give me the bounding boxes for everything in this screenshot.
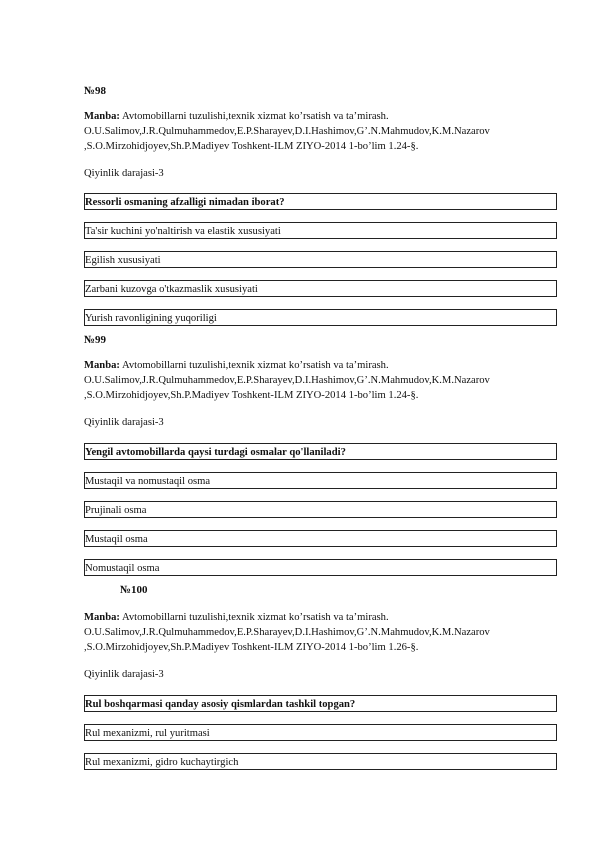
answer-row [85, 560, 557, 576]
source-line-2: O.U.Salimov,J.R.Qulmuhammedov,E.P.Sharayev,D.I.Hashimov,G’.N.Mahmudov,K.M.Nazarov [84, 126, 490, 137]
answer-option: Egilish xususiyati [85, 252, 557, 268]
source-block [84, 358, 556, 403]
answer-option: Zarbani kuzovga o'tkazmaslik xususiyati [85, 281, 557, 297]
answer-row [85, 252, 557, 268]
source-block [84, 610, 556, 655]
answer-row [85, 754, 557, 770]
source-line-1: Avtomobillarni tuzulishi,texnik xizmat ko’rsatish va ta’mirash. [119, 360, 389, 371]
answer-row [85, 281, 557, 297]
answer-row [85, 223, 557, 239]
source-label: Manba: [84, 612, 120, 623]
source-line-2: O.U.Salimov,J.R.Qulmuhammedov,E.P.Sharayev,D.I.Hashimov,G’.N.Mahmudov,K.M.Nazarov [84, 627, 490, 638]
source-label: Manba: [84, 360, 120, 371]
question-table [84, 193, 557, 326]
source-text [84, 610, 556, 625]
question-text: Ressorli osmaning afzalligi nimadan iborat? [85, 194, 557, 210]
question-row [85, 194, 557, 210]
source-block [84, 109, 556, 154]
question-row [85, 444, 557, 460]
answer-row [85, 473, 557, 489]
answer-option: Rul mexanizmi, gidro kuchaytirgich [85, 754, 557, 770]
source-line-1: Avtomobillarni tuzulishi,texnik xizmat ko’rsatish va ta’mirash. [119, 111, 389, 122]
question-number: №100 [120, 584, 148, 596]
source-label: Manba: [84, 111, 120, 122]
source-line-3: ,S.O.Mirzohidjoyev,Sh.P.Madiyev Toshkent-ILM ZIYO-2014 1-bo’lim 1.24-§. [84, 390, 419, 401]
question-text: Rul boshqarmasi qanday asosiy qismlardan tashkil topgan? [85, 696, 557, 712]
question-row [85, 696, 557, 712]
source-line-3: ,S.O.Mirzohidjoyev,Sh.P.Madiyev Toshkent-ILM ZIYO-2014 1-bo’lim 1.26-§. [84, 642, 419, 653]
answer-option: Yurish ravonligining yuqoriligi [85, 310, 557, 326]
answer-row [85, 531, 557, 547]
answer-option: Rul mexanizmi, rul yuritmasi [85, 725, 557, 741]
answer-option: Mustaqil va nomustaqil osma [85, 473, 557, 489]
question-text: Yengil avtomobillarda qaysi turdagi osmalar qo'llaniladi? [85, 444, 557, 460]
source-text [84, 358, 556, 373]
question-number: №99 [84, 334, 107, 346]
difficulty-level: Qiyinlik darajasi-3 [84, 417, 164, 428]
source-line-1: Avtomobillarni tuzulishi,texnik xizmat ko’rsatish va ta’mirash. [119, 612, 389, 623]
answer-option: Mustaqil osma [85, 531, 557, 547]
question-number: №98 [84, 85, 107, 97]
difficulty-level: Qiyinlik darajasi-3 [84, 669, 164, 680]
question-table [84, 443, 557, 576]
source-line-3: ,S.O.Mirzohidjoyev,Sh.P.Madiyev Toshkent-ILM ZIYO-2014 1-bo’lim 1.24-§. [84, 141, 419, 152]
answer-option: Ta'sir kuchini yo'naltirish va elastik xususiyati [85, 223, 557, 239]
source-text [84, 109, 556, 124]
answer-row [85, 725, 557, 741]
answer-row [85, 502, 557, 518]
answer-option: Nomustaqil osma [85, 560, 557, 576]
source-line-2: O.U.Salimov,J.R.Qulmuhammedov,E.P.Sharayev,D.I.Hashimov,G’.N.Mahmudov,K.M.Nazarov [84, 375, 490, 386]
answer-row [85, 310, 557, 326]
difficulty-level: Qiyinlik darajasi-3 [84, 168, 164, 179]
question-table [84, 695, 557, 770]
answer-option: Prujinali osma [85, 502, 557, 518]
